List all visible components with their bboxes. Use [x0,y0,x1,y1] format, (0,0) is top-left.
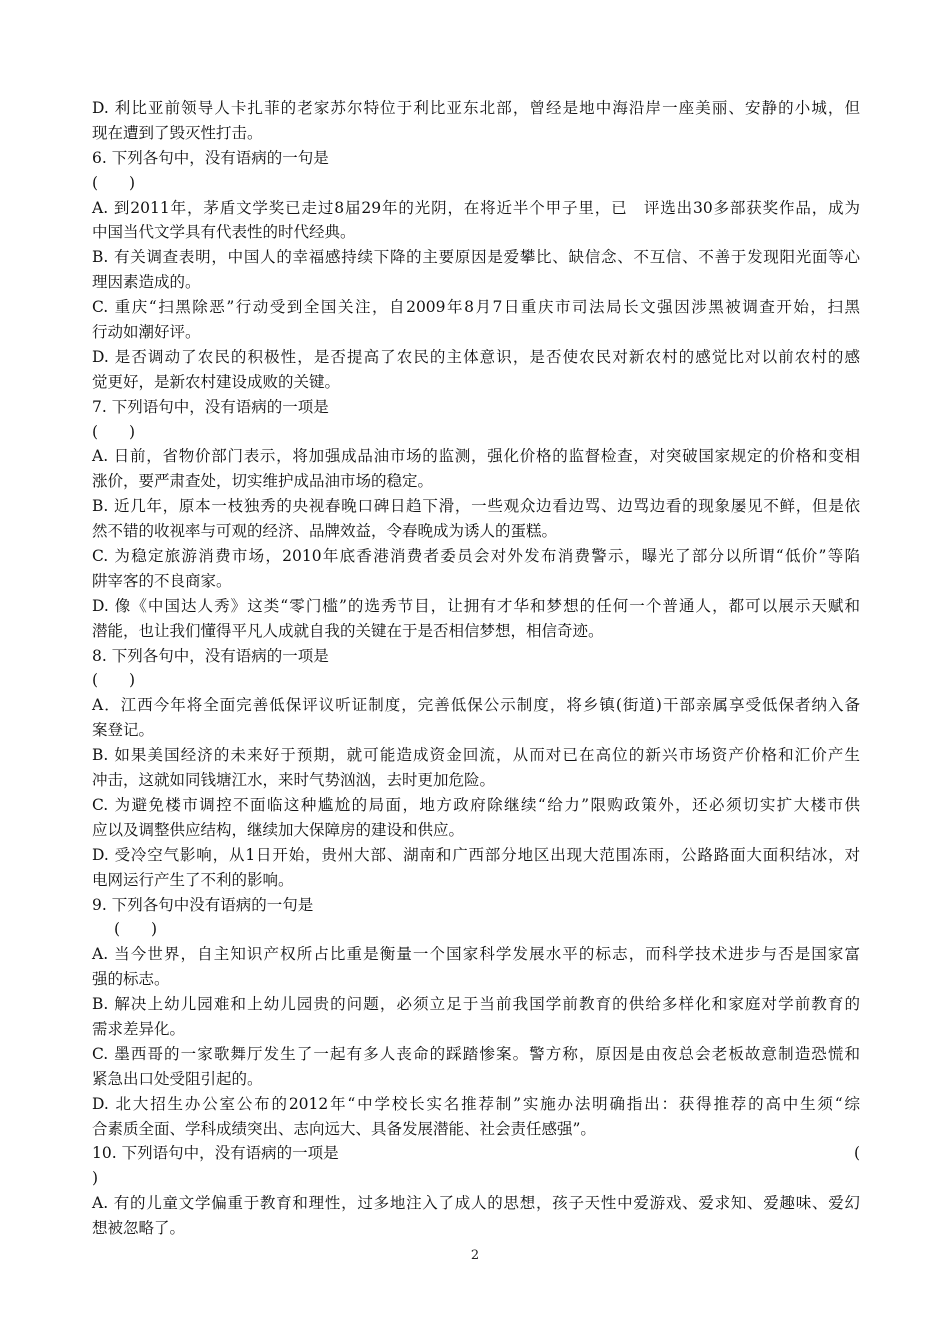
text-line: 想被忽略了。 [92,1219,186,1238]
text-line: 案登记。 [92,721,155,740]
text-line: 需求差异化。 [92,1019,186,1038]
text-line: 电网运行产生了不利的影响。 [92,870,294,889]
text-line: 合素质全面、学科成绩突出、志向远大、具备发展潜能、社会责任感强”。 [92,1119,596,1138]
document-body [92,96,860,1241]
text-line: 强的标志。 [92,970,170,989]
text-line: 理因素造成的。 [92,273,201,292]
text-line: 阱宰客的不良商家。 [92,571,232,590]
text-line: B. 有关调查表明，中国人的幸福感持续下降的主要原因是爱攀比、缺信念、不互信、不善于发现阳光面等心 [92,248,860,267]
text-line: 紧急出口处受阻引起的。 [92,1069,263,1088]
text-line: B. 解决上幼儿园难和上幼儿园贵的问题，必须立足于当前我国学前教育的供给多样化和家庭对学前教育的 [92,995,860,1014]
text-line: A. 有的儿童文学偏重于教育和理性，过多地注入了成人的思想，孩子天性中爱游戏、爱求知、爱趣味、爱幻 [92,1194,860,1213]
text-line: 7. 下列语句中，没有语病的一项是 [92,397,329,416]
text-line: D. 是否调动了农民的积极性，是否提高了农民的主体意识，是否使农民对新农村的感觉比对以前农村的感 [92,347,860,366]
text-line: A．江西今年将全面完善低保评议听证制度，完善低保公示制度，将乡镇(街道)干部亲属享受低保者纳入备 [92,696,860,715]
text-line: 8. 下列各句中，没有语病的一项是 [92,646,329,665]
text-line: C. 为避免楼市调控不面临这种尴尬的局面，地方政府除继续“给力”限购政策外，还必须切实扩大楼市供 [92,795,860,814]
text-line: C. 重庆“扫黑除恶”行动受到全国关注，自2009年8月7日重庆市司法局长文强因涉黑被调查开始，扫黑 [92,298,860,317]
text-line: ( ) [92,422,136,441]
text-line: C. 为稳定旅游消费市场，2010年底香港消费者委员会对外发布消费警示，曝光了部分以所谓“低价”等陷 [92,547,860,566]
text-line [92,1141,860,1166]
text-line: A. 到2011年，茅盾文学奖已走过8届29年的光阴，在将近半个甲子里，已 评选出30多部获奖作品，成为 [92,198,860,217]
text-line: 然不错的收视率与可观的经济、品牌效益，令春晚成为诱人的蛋糕。 [92,522,558,541]
text-line: ( ) [92,173,136,192]
text-line: D. 利比亚前领导人卡扎菲的老家苏尔特位于利比亚东北部，曾经是地中海沿岸一座美丽、安静的小城，但 [92,99,860,117]
text-line: ( ) [92,671,136,690]
text-line: 6. 下列各句中，没有语病的一句是 [92,148,329,167]
text-line: 9. 下列各句中没有语病的一句是 [92,895,314,914]
text-line: C. 墨西哥的一家歌舞厅发生了一起有多人丧命的踩踏惨案。警方称，原因是由夜总会老板故意制造恐慌和 [92,1044,860,1063]
text-line: A. 当今世界，自主知识产权所占比重是衡量一个国家科学发展水平的标志，而科学技术进步与否是国家富 [92,945,860,964]
text-line: B. 如果美国经济的未来好于预期，就可能造成资金回流，从而对已在高位的新兴市场资产价格和汇价产生 [92,746,860,765]
answer-bracket: ( [853,1144,860,1163]
text-line: 现在遭到了毁灭性打击。 [92,123,263,142]
text-line: D. 北大招生办公室公布的2012年“中学校长实名推荐制”实施办法明确指出：获得推荐的高中生须“综 [92,1094,860,1113]
text-line: 中国当代文学具有代表性的时代经典。 [92,223,356,242]
text-line: 潜能，也让我们懂得平凡人成就自我的关键在于是否相信梦想，相信奇迹。 [92,621,604,640]
text-line: B. 近几年，原本一枝独秀的央视春晚口碑日趋下滑，一些观众边看边骂、边骂边看的现象屡见不鲜，但是依 [92,497,860,516]
text-line: 涨价，要严肃查处，切实维护成品油市场的稳定。 [92,472,434,491]
text-line: D. 受冷空气影响，从1日开始，贵州大部、湖南和广西部分地区出现大范围冻雨，公路路面大面积结冰，对 [92,845,860,864]
page-number: 2 [470,1248,480,1263]
text-line: ) [92,1169,99,1188]
text-line: 觉更好，是新农村建设成败的关键。 [92,372,341,391]
text-line: 冲击，这就如同钱塘江水，来时气势汹汹，去时更加危险。 [92,771,496,790]
question-text: 10. 下列语句中，没有语病的一项是 [92,1144,339,1163]
text-line: 行动如潮好评。 [92,323,201,342]
text-line: D. 像《中国达人秀》这类“零门槛”的选秀节目，让拥有才华和梦想的任何一个普通人，都可以展示天赋和 [92,596,860,615]
text-line: ( ) [114,920,158,939]
text-line: 应以及调整供应结构，继续加大保障房的建设和供应。 [92,820,465,839]
text-line: A. 日前，省物价部门表示，将加强成品油市场的监测，强化价格的监督检查，对突破国家规定的价格和变相 [92,447,860,466]
